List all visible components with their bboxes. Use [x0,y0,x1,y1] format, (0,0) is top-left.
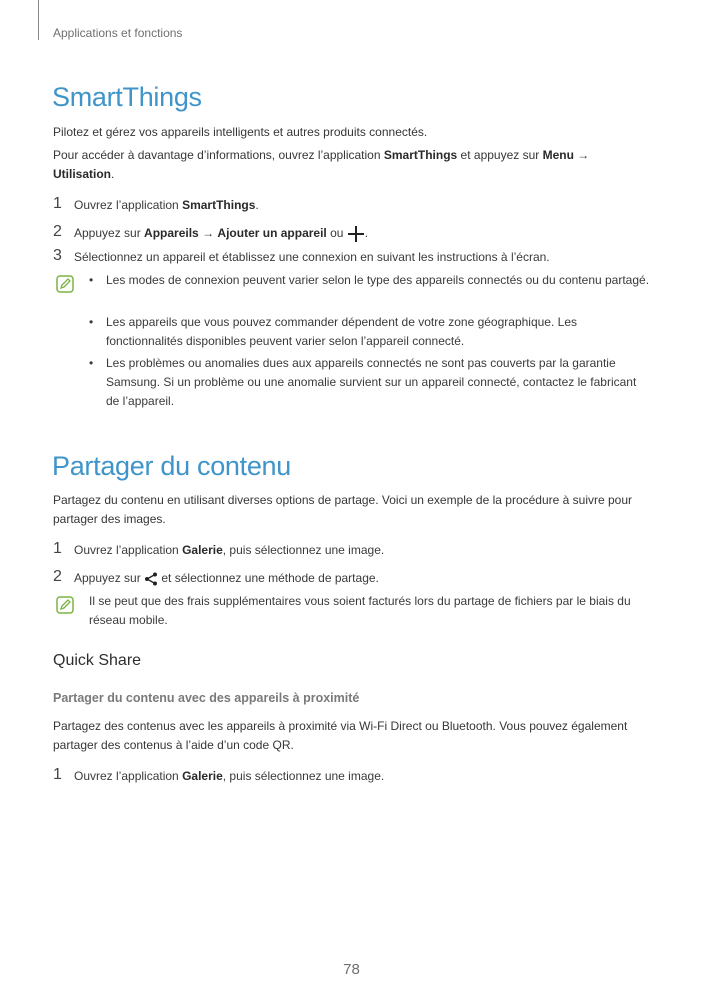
page-number: 78 [343,961,360,978]
share-icon [144,572,158,586]
page-header: Applications et fonctions [53,26,183,40]
section-title-smartthings: SmartThings [52,82,202,112]
note-bullet: • Les problèmes ou anomalies dues aux appareils connectés ne sont pas couverts par la garantie Samsung. Si un problème ou une anomalie survient sur un appareil connecté, contactez le fabricant de l’appareil. [89,356,637,408]
note-icon [56,275,74,293]
quickshare-title: Quick Share [53,652,142,669]
add-icon [347,225,365,243]
note-icon [56,596,74,614]
smartthings-intro: Pilotez et gérez vos appareils intelligents et autres produits connectés. [53,125,428,139]
quickshare-subtitle: Partager du contenu avec des appareils à proximité [53,691,360,705]
share-note: Il se peut que des frais supplémentaires vous soient facturés lors du partage de fichiers par le biais du réseau mobile. [89,594,631,627]
smartthings-more-info: Pour accéder à davantage d’informations, ouvrez l’application SmartThings et appuyez sur Menu → Utilisation. [53,148,590,181]
header-divider [38,0,39,40]
note-bullet: • Les modes de connexion peuvent varier selon le type des appareils connectés ou du contenu partagé. [89,273,650,287]
section-title-share: Partager du contenu [52,451,291,481]
note-bullet: • Les appareils que vous pouvez commander dépendent de votre zone géographique. Les fonctionnalités disponibles peuvent varier selon l’appareil connecté. [89,315,577,348]
share-intro: Partagez du contenu en utilisant diverses options de partage. Voici un exemple de la procédure à suivre pour partager des images. [53,493,633,526]
quickshare-intro: Partagez des contenus avec les appareils à proximité via Wi-Fi Direct ou Bluetooth. Vous pouvez également partager des contenus à l’aide d’un code QR. [53,719,628,752]
